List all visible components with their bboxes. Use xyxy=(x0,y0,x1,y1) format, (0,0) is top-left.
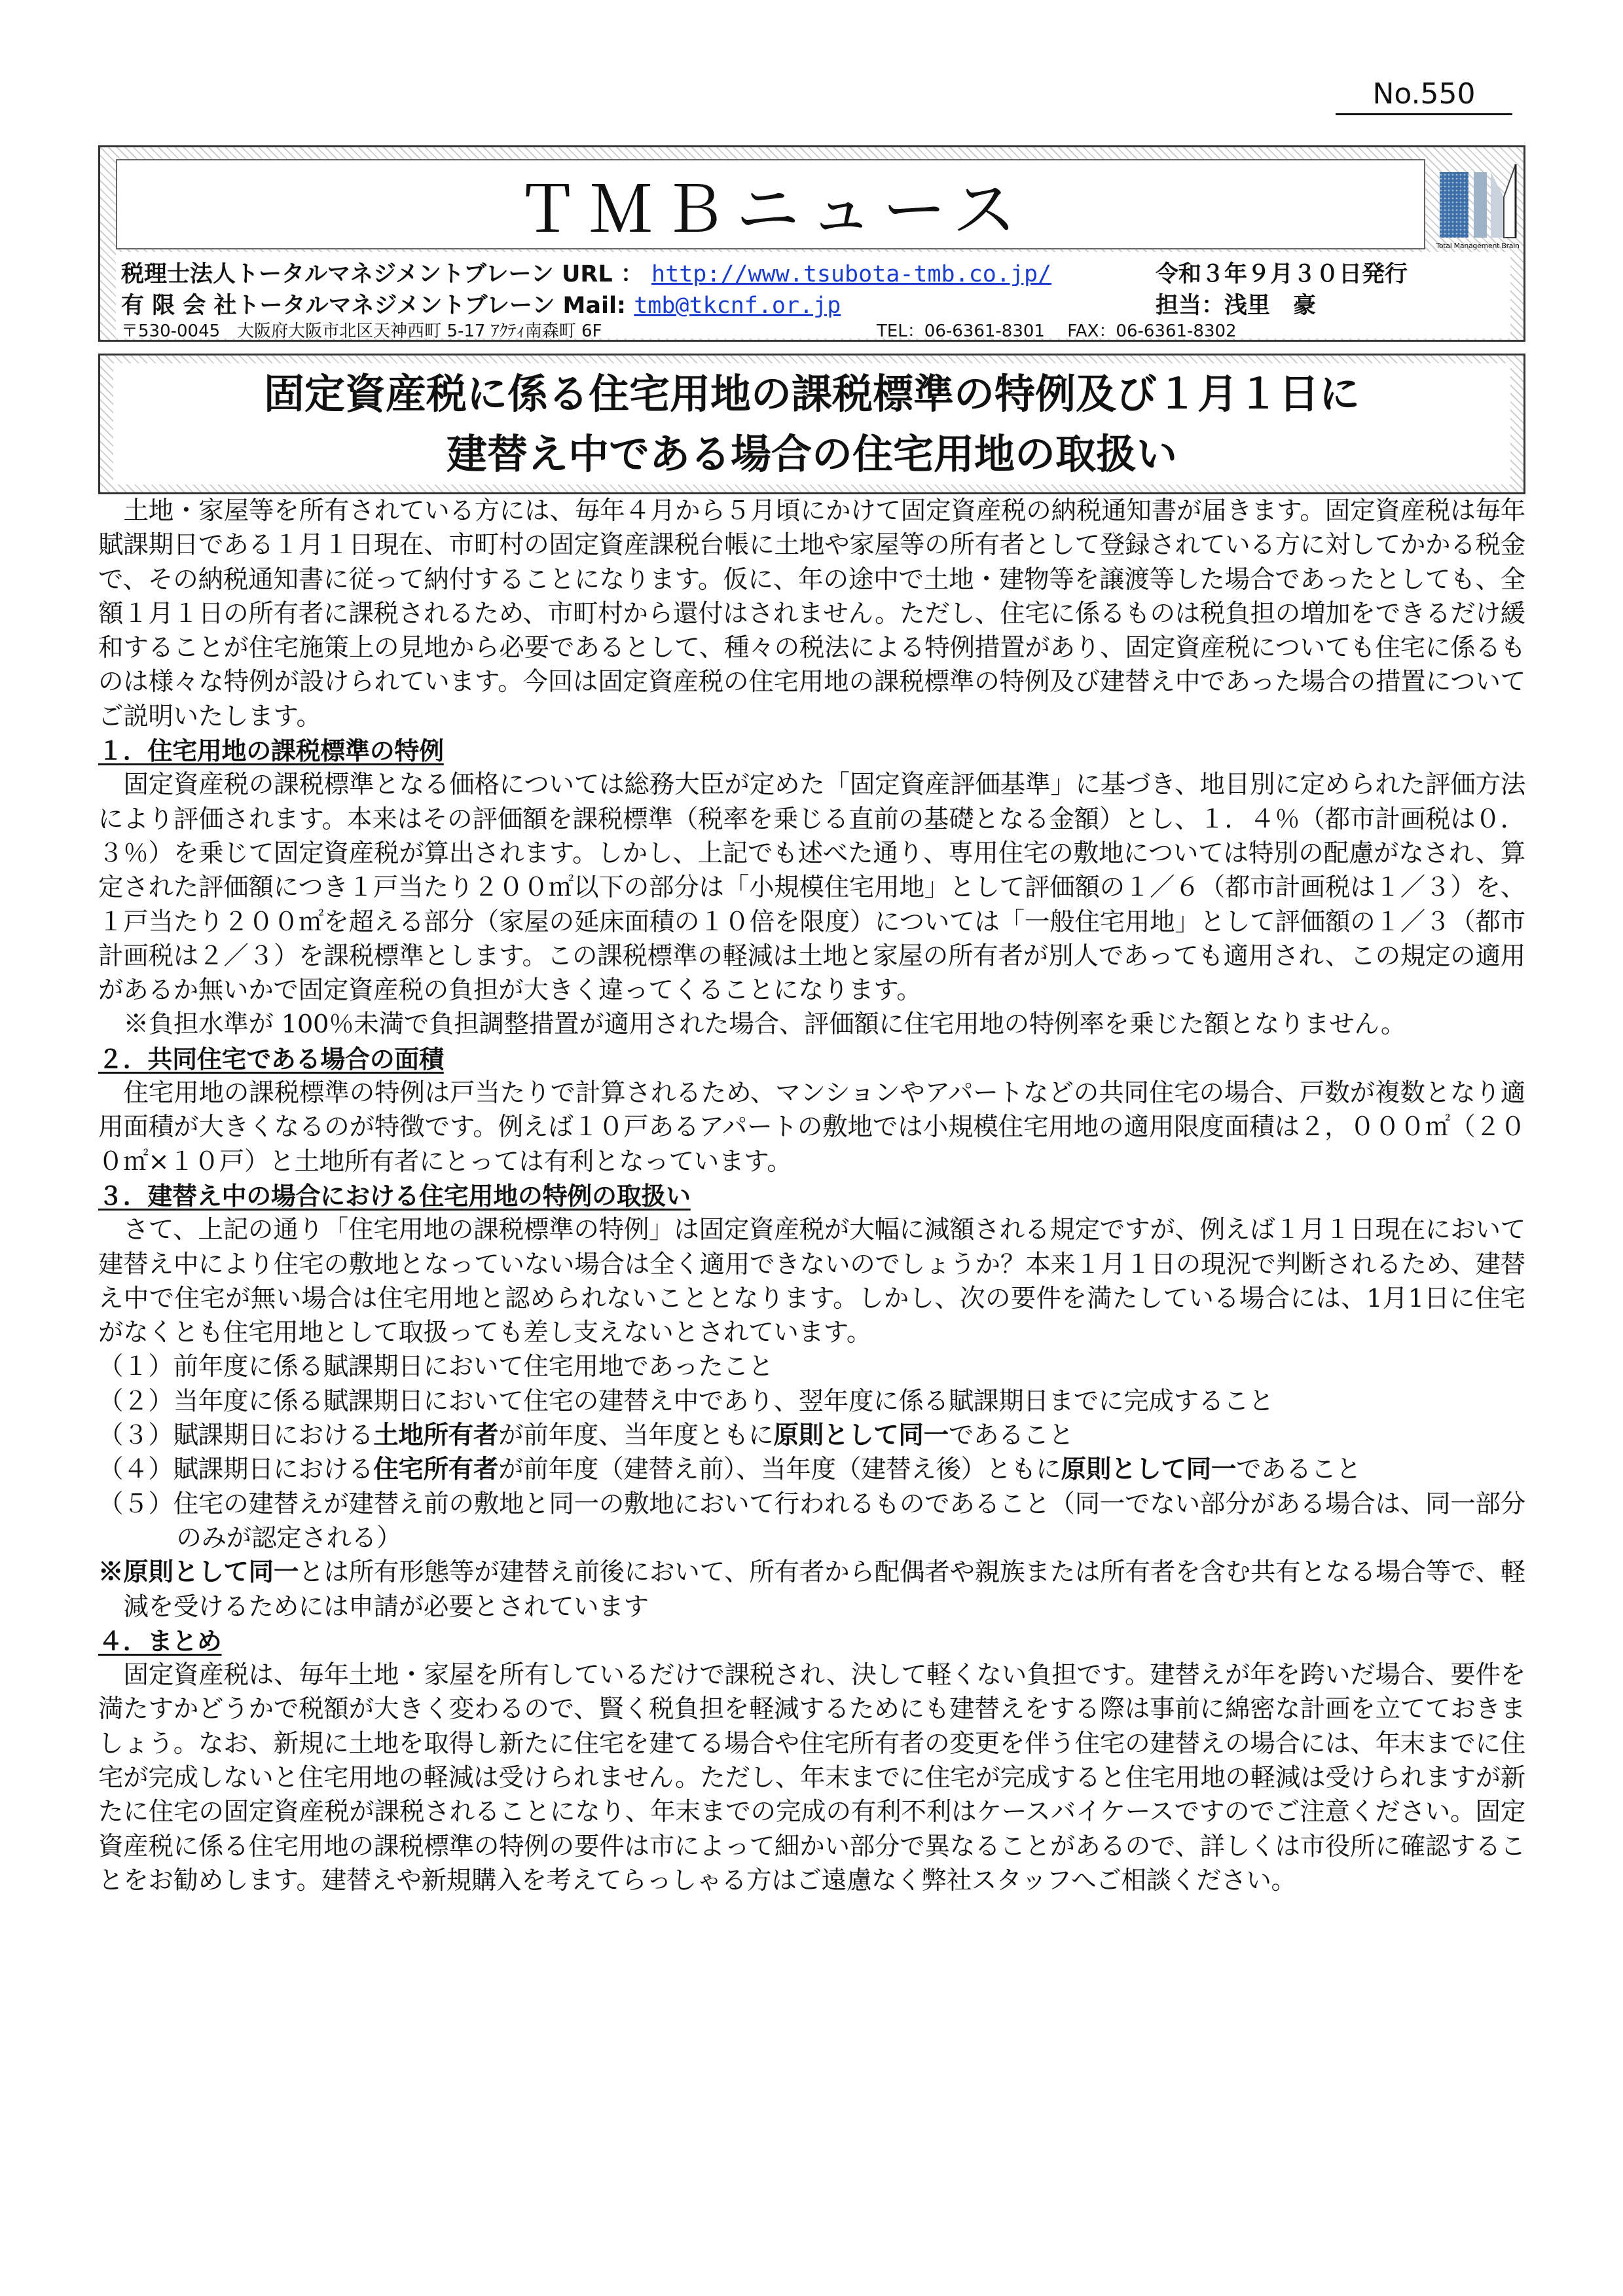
address: 〒530-0045 大阪府大阪市北区天神西町 5-17 ｱｸﾃｨ南森町 6F xyxy=(121,321,602,341)
section-3-note-text: とは所有形態等が建替え前後において、所有者から配偶者や親族または所有者を含む共有となる場合等で、軽減を受けるためには申請が必要とされています xyxy=(123,1558,1526,1622)
section-1-heading-text: １．住宅用地の課税標準の特例 xyxy=(98,737,444,766)
masthead xyxy=(98,145,1525,342)
company-name-1: 税理士法人トータルマネジメントブレーン xyxy=(121,261,554,287)
requirement-4-text-c: であること xyxy=(1235,1455,1361,1485)
section-1-body: 固定資産税の課税標準となる価格については総務大臣が定めた「固定資産評価基準」に基づき、地目別に定められた評価方法により評価されます。本来はその評価額を課税標準（税率を乗じる直前の基礎となる金額）とし、１．４％（都市計画税は０．３％）を乗じて固定資産税が算出されます。しかし、上記でも述べた通り、専用住宅の敷地については特別の配慮がなされ、算定された評価額につき１戸当たり２００㎡以下の部分は「小規模住宅用地」として評価額の１／６（都市計画税は１／３）を、１戸当たり２００㎡を超える部分（家屋の延床面積の１０倍を限度）については「一般住宅用地」として評価額の１／３（都市計画税は２／３）を課税標準とします。この課税標準の軽減は土地と家屋の所有者が別人であっても適用され、この規定の適用があるか無いかで固定資産税の負担が大きく違ってくることになります。 xyxy=(98,770,1525,1006)
section-4-heading xyxy=(98,1624,1525,1658)
company-info xyxy=(116,252,1510,341)
requirement-3-text-b: が前年度、当年度ともに xyxy=(498,1421,774,1451)
newsletter-title: ＴＭＢニュース xyxy=(515,172,1026,247)
logo-caption: Total Management Brain xyxy=(1436,242,1520,250)
mail-label: Mail: xyxy=(562,293,626,319)
requirement-3 xyxy=(98,1419,1525,1453)
requirement-3-emphasis-b: 原則として同一 xyxy=(773,1421,949,1451)
section-1-heading xyxy=(98,734,1525,768)
issue-number: No.550 xyxy=(1336,77,1512,115)
headline-line-2: 建替え中である場合の住宅用地の取扱い xyxy=(446,429,1177,478)
requirement-4-emphasis-a: 住宅所有者 xyxy=(373,1455,499,1485)
intro-paragraph: 土地・家屋等を所有されている方には、毎年４月から５月頃にかけて固定資産税の納税通知書が届きます。固定資産税は毎年賦課期日である１月１日現在、市町村の固定資産課税台帳に土地や家屋等の所有者として登録されている方に対してかかる税金で、その納税通知書に従って納付することになります。仮に、年の途中で土地・建物等を譲渡等した場合であったとしても、全額１月１日の所有者に課税されるため、市町村から還付はされません。ただし、住宅に係るものは税負担の増加をできるだけ緩和することが住宅施策上の見地から必要であるとして、種々の税法による特例措置があり、固定資産税についても住宅に係るものは様々な特例が設けられています。今回は固定資産税の住宅用地の課税標準の特例及び建替え中であった場合の措置についてご説明いたします。 xyxy=(98,496,1525,731)
section-4-body: 固定資産税は、毎年土地・家屋を所有しているだけで課税され、決して軽くない負担です。建替えが年を跨いだ場合、要件を満たすかどうかで税額が大きく変わるので、賢く税負担を軽減するためにも建替えをする際は事前に綿密な計画を立てておきましょう。なお、新規に土地を取得し新たに住宅を建てる場合や住宅所有者の変更を伴う住宅の建替えの場合には、年末までに住宅が完成しないと住宅用地の軽減は受けられません。ただし、年末までに住宅が完成すると住宅用地の軽減は受けられますが新たに住宅の固定資産税が課税されることになり、年末までの完成の有利不利はケースバイケースですのでご注意ください。固定資産税に係る住宅用地の課税標準の特例の要件は市によって細かい部分で異なることがあるので、詳しくは市役所に確認することをお勧めします。建替えや新規購入を考えてらっしゃる方はご遠慮なく弊社スタッフへご相談ください。 xyxy=(98,1660,1525,1895)
section-2-heading-text: ２．共同住宅である場合の面積 xyxy=(98,1044,444,1074)
section-3-heading xyxy=(98,1179,1525,1213)
website-link[interactable]: http://www.tsubota-tmb.co.jp/ xyxy=(651,261,1052,287)
tel-fax: TEL：06-6361-8301 FAX：06-6361-8302 xyxy=(877,321,1237,341)
section-2-body: 住宅用地の課税標準の特例は戸当たりで計算されるため、マンションやアパートなどの共同住宅の場合、戸数が複数となり適用面積が大きくなるのが特徴です。例えば１０戸あるアパートの敷地では小規模住宅用地の適用限度面積は２，０００㎡（２００㎡×１０戸）と土地所有者にとっては有利となっています。 xyxy=(98,1078,1525,1176)
requirement-4-emphasis-b: 原則として同一 xyxy=(1061,1455,1236,1485)
section-4-heading-text: ４．まとめ xyxy=(98,1626,222,1656)
requirement-4-text-a: （４）賦課期日における xyxy=(98,1455,374,1485)
section-1-note: ※負担水準が 100％未満で負担調整措置が適用された場合、評価額に住宅用地の特例率を乗じた額となりません。 xyxy=(123,1010,1406,1040)
headline-line-1: 固定資産税に係る住宅用地の課税標準の特例及び１月１日に xyxy=(263,369,1360,418)
requirement-3-text-a: （３）賦課期日における xyxy=(98,1421,374,1451)
section-3-body: さて、上記の通り「住宅用地の課税標準の特例」は固定資産税が大幅に減額される規定ですが、例えば１月１日現在において建替え中により住宅の敷地となっていない場合は全く適用できないのでしょうか？本来１月１日の現況で判断されるため、建替え中で住宅が無い場合は住宅用地と認められないこととなります。しかし、次の要件を満たしている場合には、1月1日に住宅がなくとも住宅用地として取扱っても差し支えないとされています。 xyxy=(98,1215,1525,1348)
requirement-3-emphasis-a: 土地所有者 xyxy=(373,1421,499,1451)
headline-box xyxy=(98,354,1525,494)
section-3-note xyxy=(98,1556,1525,1624)
url-label: URL ： xyxy=(562,261,644,287)
title-box xyxy=(116,159,1425,249)
info-row-3 xyxy=(121,318,602,342)
requirement-4-text-b: が前年度（建替え前）、当年度（建替え後）ともに xyxy=(498,1455,1061,1485)
email-link[interactable]: tmb@tkcnf.or.jp xyxy=(634,293,841,319)
requirement-2: （２）当年度に係る賦課期日において住宅の建替え中であり、翌年度に係る賦課期日までに完成すること xyxy=(98,1386,1274,1416)
requirement-1: （１）前年度に係る賦課期日において住宅用地であったこと xyxy=(98,1352,774,1382)
tmb-logo xyxy=(1436,158,1520,256)
staff-name: 担当：浅里 豪 xyxy=(1156,293,1317,319)
section-3-heading-text: ３．建替え中の場合における住宅用地の特例の取扱い xyxy=(98,1181,691,1211)
headline xyxy=(113,363,1510,484)
requirement-4 xyxy=(98,1453,1525,1487)
info-row-1 xyxy=(121,256,1051,289)
company-name-2: 有 限 会 社トータルマネジメントブレーン xyxy=(121,293,555,319)
issue-date: 令和３年９月３０日発行 xyxy=(1156,261,1408,287)
requirement-3-text-c: であること xyxy=(948,1421,1074,1451)
article-body xyxy=(98,494,1525,1898)
info-row-2 xyxy=(121,287,841,320)
tmb-logo-icon xyxy=(1436,158,1520,242)
section-3-note-emphasis: ※原則として同一 xyxy=(98,1558,299,1588)
section-2-heading xyxy=(98,1042,1525,1076)
requirement-5: （５）住宅の建替えが建替え前の敷地と同一の敷地において行われるものであること（同一でない部分がある場合は、同一部分のみが認定される） xyxy=(98,1489,1525,1553)
